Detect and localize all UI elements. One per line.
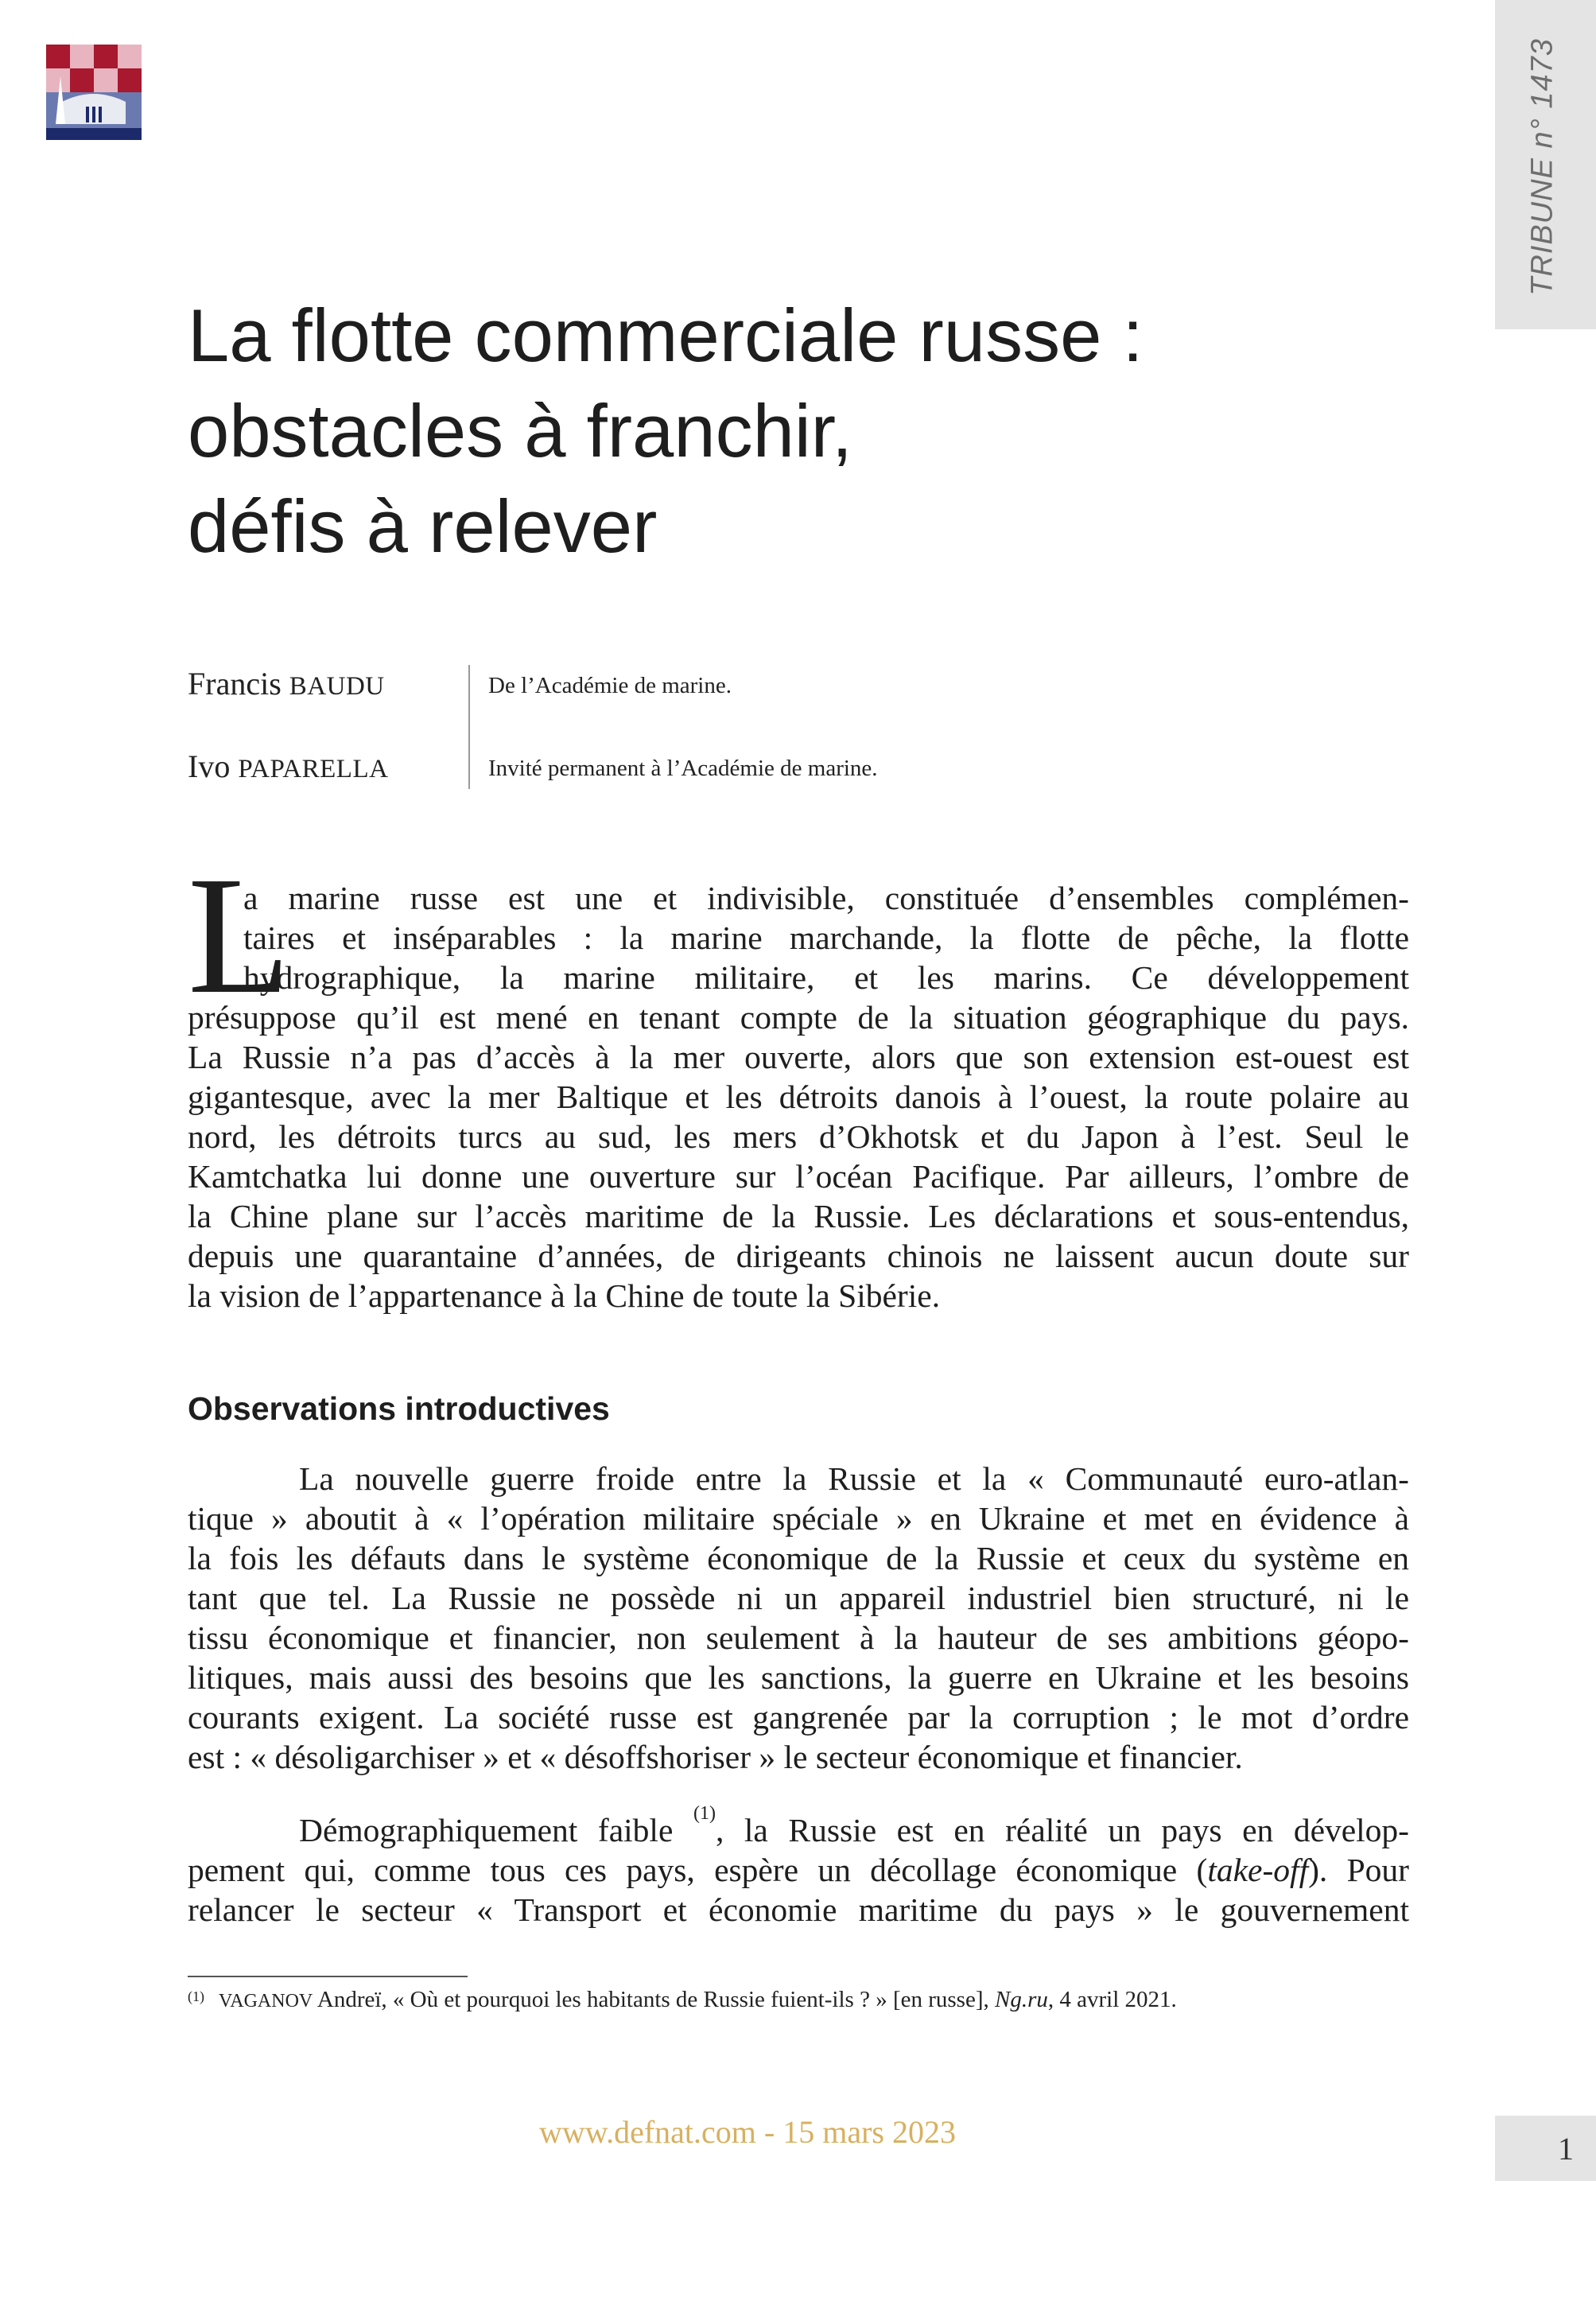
body-paragraph xyxy=(188,1459,1409,1777)
text-line: La nouvelle guerre froide entre la Russie et la « Communauté euro-atlan- xyxy=(299,1460,1409,1497)
text-line: courants exigent. La société russe est gangrenée par la corruption ; le mot d’ordre xyxy=(188,1699,1409,1735)
logo-emblem-icon xyxy=(46,45,142,140)
footnote: $^{(1)}$ VAGANOV Andreï, « Où et pourquoi les habitants de Russie fuient-ils ? » [en russe], Ng.ru, 4 avril 2021. xyxy=(188,1987,1177,2012)
text-line: relancer le secteur « Transport et économie maritime du pays » le gouvernement xyxy=(188,1891,1409,1928)
author-name: Ivo PAPARELLA xyxy=(188,748,389,784)
title-line: La flotte commerciale russe : xyxy=(188,293,1144,377)
author-name: Francis BAUDU xyxy=(188,666,385,702)
text-line: présuppose qu’il est mené en tenant compte de la situation géographique du pays. xyxy=(188,999,1409,1036)
text-line: Kamtchatka lui donne une ouverture sur l’océan Pacifique. Par ailleurs, l’ombre de xyxy=(188,1158,1409,1195)
text-line: tant que tel. La Russie ne possède ni un appareil industriel bien structuré, ni le xyxy=(188,1580,1409,1616)
text-line: est : « désoligarchiser » et « désoffshoriser » le secteur économique et financier. xyxy=(188,1739,1243,1775)
drop-cap: L xyxy=(188,841,291,1028)
page-number-box xyxy=(1495,2116,1596,2181)
ihedn-logo xyxy=(46,45,142,140)
text-line: la vision de l’appartenance à la Chine de toute la Sibérie. xyxy=(188,1277,941,1314)
text-line: Démographiquement faible $^{(1)}$, la Russie est en réalité un pays en dévelop- xyxy=(299,1803,1410,1848)
author-affiliation: De l’Académie de marine. xyxy=(488,673,732,698)
text-line: pement qui, comme tous ces pays, espère un décollage économique (take-off). Pour xyxy=(188,1852,1409,1888)
article-title xyxy=(188,288,1428,574)
text-line: tique » aboutit à « l’opération militaire spéciale » en Ukraine et met en évidence à xyxy=(188,1500,1409,1537)
intro-paragraph xyxy=(188,878,1409,1316)
footnote-reference[interactable]: (1) xyxy=(693,1803,716,1824)
text-line: La Russie n’a pas d’accès à la mer ouverte, alors que son extension est-ouest est xyxy=(188,1039,1409,1075)
section-heading: Observations introductives xyxy=(188,1390,610,1427)
text-line: taires et inséparables : la marine marchande, la flotte de pêche, la flotte xyxy=(243,919,1409,956)
text-line: litiques, mais aussi des besoins que les sanctions, la guerre en Ukraine et les besoins xyxy=(188,1659,1409,1696)
page-number: 1 xyxy=(1558,2131,1574,2167)
text-line: gigantesque, avec la mer Baltique et les détroits danois à l’ouest, la route polaire au xyxy=(188,1079,1409,1115)
text-line: nord, les détroits turcs au sud, les mers d’Okhotsk et du Japon à l’est. Seul le xyxy=(188,1118,1409,1155)
text-line: a marine russe est une et indivisible, constituée d’ensembles complémen- xyxy=(243,880,1409,916)
body-paragraph xyxy=(188,1803,1410,1930)
footnote-author-surname: VAGANOV xyxy=(219,1991,313,2011)
author-surname: BAUDU xyxy=(289,672,385,701)
author-affiliation: Invité permanent à l’Académie de marine. xyxy=(488,756,878,781)
title-line: obstacles à franchir, xyxy=(188,389,852,472)
author-divider xyxy=(468,665,470,789)
text-line: la Chine plane sur l’accès maritime de la Russie. Les déclarations et sous-entendus, xyxy=(188,1198,1409,1234)
footnote-separator xyxy=(188,1976,468,1977)
tribune-number: TRIBUNE n° 1473 xyxy=(1525,38,1559,296)
title-line: défis à relever xyxy=(188,484,658,568)
text-line: tissu économique et financier, non seulement à la hauteur de ses ambitions géopo- xyxy=(188,1619,1409,1656)
author-surname: PAPARELLA xyxy=(238,755,389,783)
footer-url-date[interactable]: www.defnat.com - 15 mars 2023 xyxy=(539,2114,956,2150)
footnote-marker: (1) xyxy=(188,1988,204,2004)
footnote-source: Ng.ru xyxy=(995,1987,1048,2012)
text-line: la fois les défauts dans le système économique de la Russie et ceux du système en xyxy=(188,1540,1409,1576)
text-line: hydrographique, la marine militaire, et les marins. Ce développement xyxy=(243,959,1409,996)
text-line: depuis une quarantaine d’années, de dirigeants chinois ne laissent aucun doute sur xyxy=(188,1238,1409,1274)
italic-term: take-off xyxy=(1207,1852,1309,1888)
